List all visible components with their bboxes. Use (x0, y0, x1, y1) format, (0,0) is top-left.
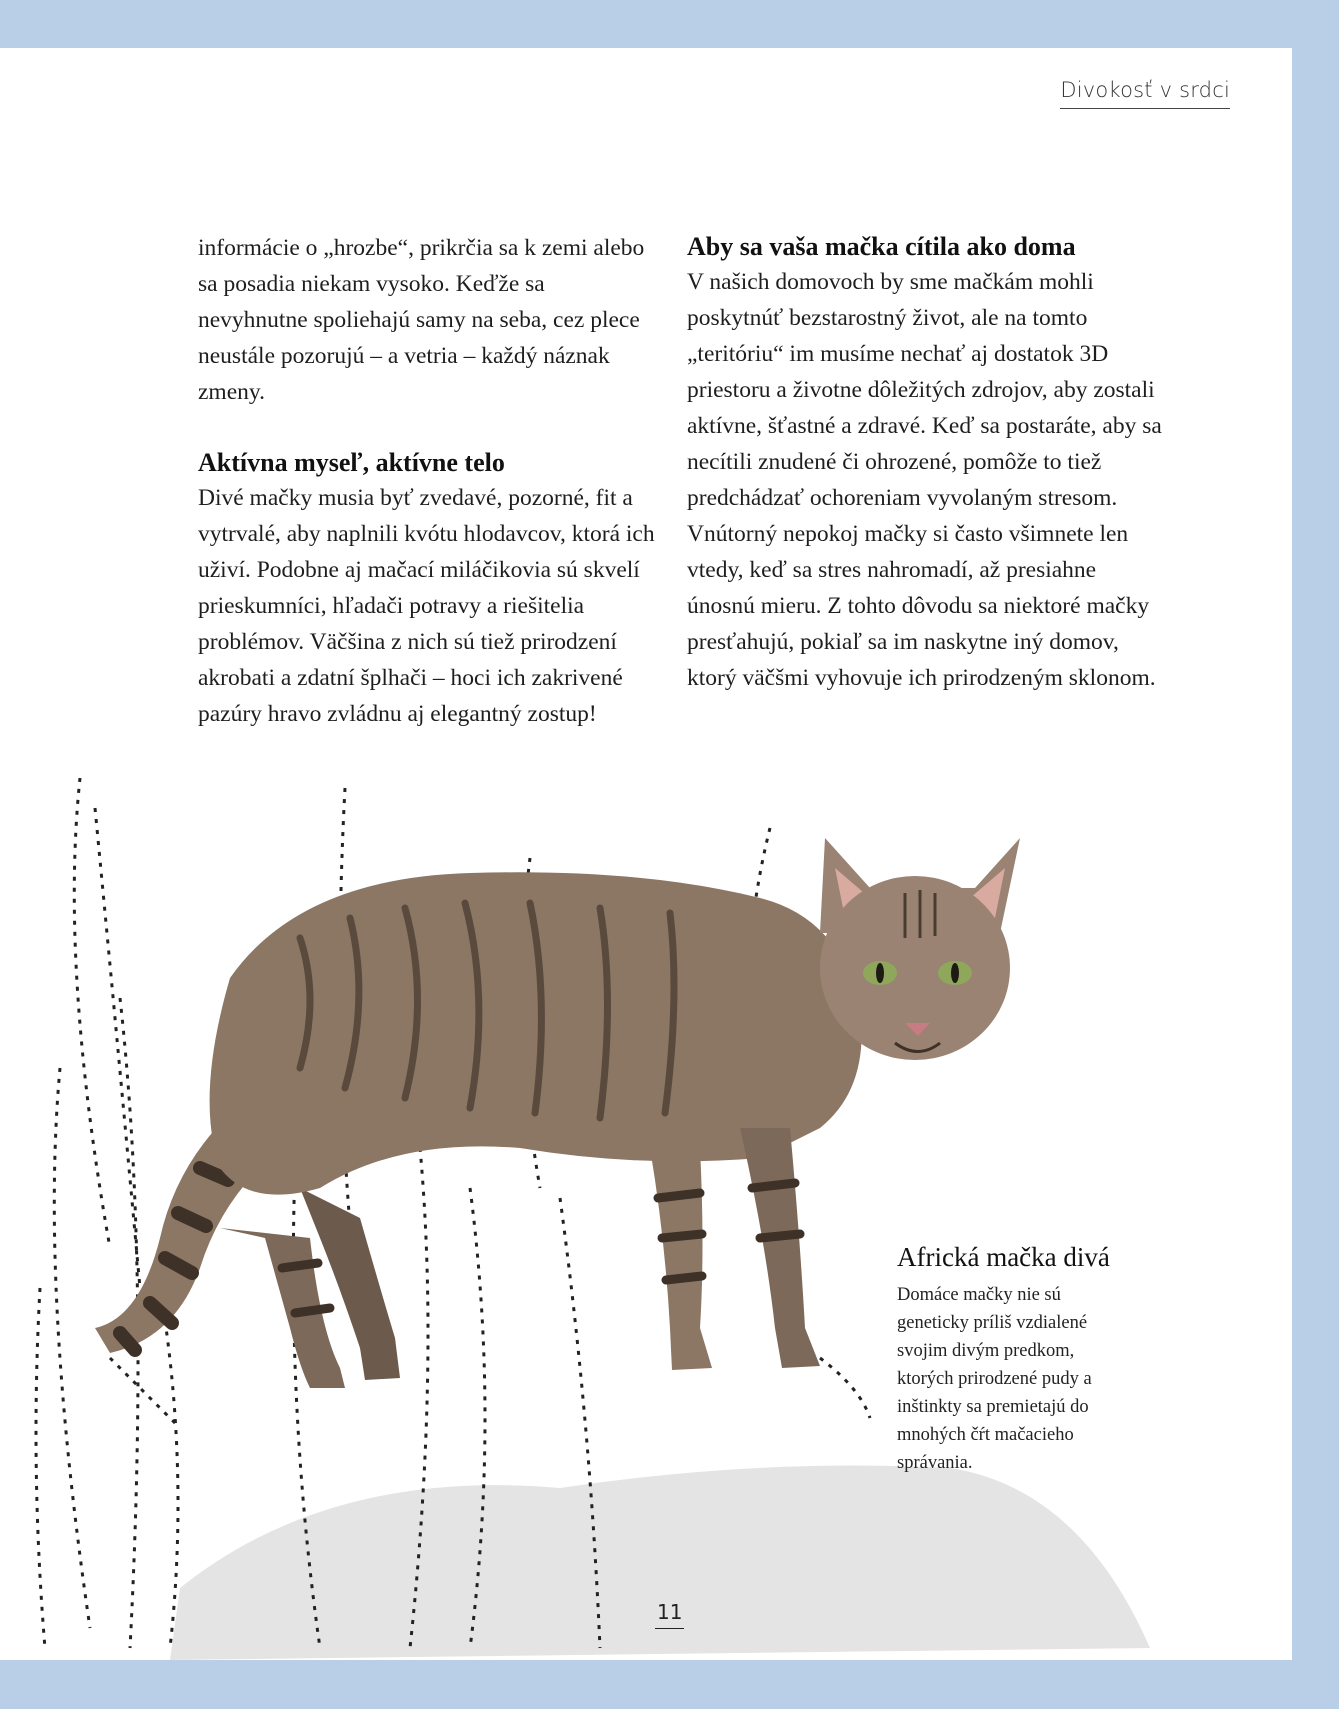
right-column (687, 230, 1167, 696)
cat-front-leg (650, 1148, 712, 1370)
book-page (0, 48, 1292, 1660)
wildcat-illustration (0, 768, 1292, 1660)
running-head: Divokosť v srdci (1060, 78, 1230, 109)
page-number: 11 (655, 1600, 684, 1629)
section-heading-active-mind: Aktívna myseľ, aktívne telo (198, 448, 505, 477)
caption-text: Domáce mačky nie sú geneticky príliš vzdialené svojim divým predkom, ktorých prirodzené pudy a inštinkty sa premietajú do mnohých čŕt mačacieho správania. (897, 1285, 1092, 1473)
active-mind-paragraph: Divé mačky musia byť zvedavé, pozorné, fit a vytrvalé, aby naplnili kvótu hlodavcov, ktorá ich uživí. Podobne aj mačací miláčikovia sú skvelí prieskumníci, hľadači potravy a riešitelia problémov. Väčšina z nich sú tiež prirodzení akrobati a zdatní šplhači – hoci ich zakrivené pazúry hravo zvládnu aj elegantný zostup! (198, 485, 655, 727)
illustration-caption (897, 1243, 1127, 1477)
cat-head (820, 838, 1020, 1060)
at-home-paragraph: V našich domovoch by sme mačkám mohli poskytnúť bezstarostný život, ale na tomto „teritóriu“ im musíme nechať aj dostatok 3D priestoru a životne dôležitých zdrojov, aby zostali aktívne, šťastné a zdravé. Keď sa postaráte, aby sa necítili znudené či ohrozené, pomôže to tiež predchádzať ochoreniam vyvolaným stresom. Vnútorný nepokoj mačky si často všimnete len vtedy, keď sa stres nahromadí, až presiahne únosnú mieru. Z tohto dôvodu sa niektoré mačky presťahujú, pokiaľ sa im naskytne iný domov, ktorý väčšmi vyhovuje ich prirodzeným sklonom. (687, 269, 1162, 691)
left-column (198, 230, 660, 732)
caption-title: Africká mačka divá (897, 1242, 1110, 1272)
cat-front-leg-far (740, 1128, 820, 1368)
intro-paragraph: informácie o „hrozbe“, prikrčia sa k zemi alebo sa posadia niekam vysoko. Keďže sa nevyhnutne spoliehajú samy na seba, cez plece neustále pozorujú – a vetria – každý náznak zmeny. (198, 235, 645, 405)
section-heading-at-home: Aby sa vaša mačka cítila ako doma (687, 232, 1076, 261)
